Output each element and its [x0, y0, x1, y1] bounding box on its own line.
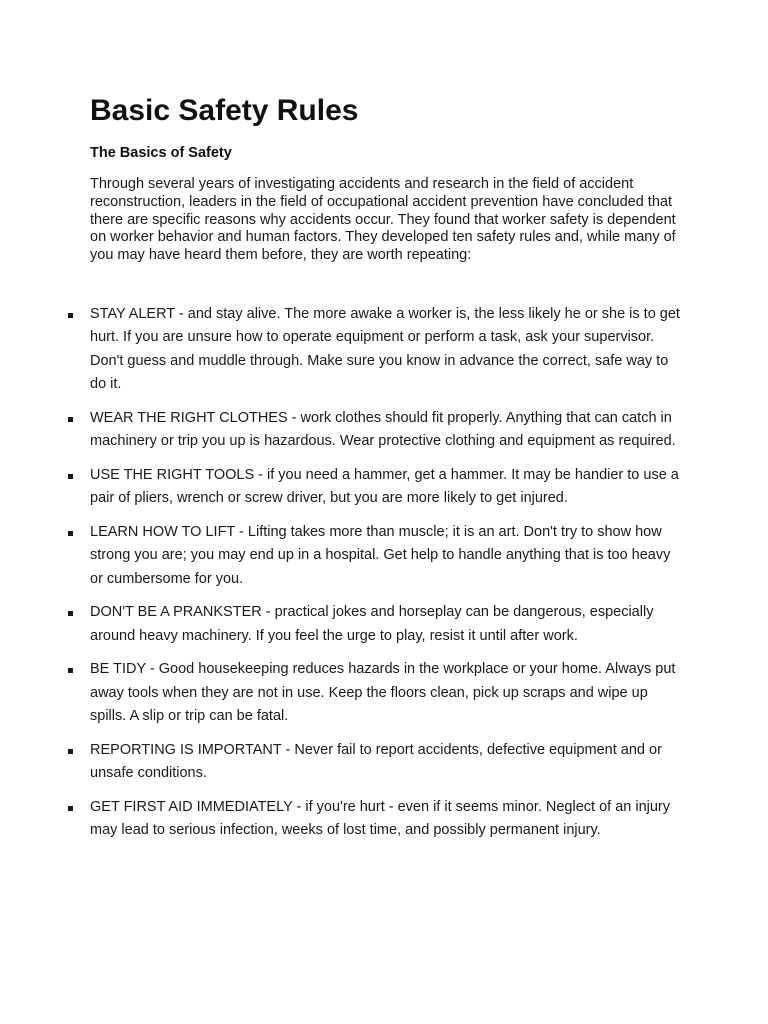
- rule-text: STAY ALERT - and stay alive. The more awake a worker is, the less likely he or she is to get hurt. If you are unsure how to operate equipment or perform a task, ask your supervisor. Don't guess and muddle through. Make sure you know in advance the correct, safe way to do it.: [90, 305, 680, 393]
- list-item: [90, 303, 682, 397]
- section-subtitle: The Basics of Safety: [90, 145, 232, 161]
- page-title: Basic Safety Rules: [90, 94, 359, 127]
- rule-text: WEAR THE RIGHT CLOTHES - work clothes should fit properly. Anything that can catch in machinery or trip you up is hazardous. Wear protective clothing and equipment as required.: [90, 409, 676, 450]
- intro-paragraph: Through several years of investigating accidents and research in the field of accident reconstruction, leaders in the field of occupational accident prevention have concluded that there are specific reasons why accidents occur. They found that worker safety is dependent on worker behavior and human factors. They developed ten safety rules and, while many of you may have heard them before, they are worth repeating:: [90, 176, 676, 264]
- square-bullet-icon: [68, 611, 73, 616]
- list-item: [90, 658, 682, 729]
- square-bullet-icon: [68, 531, 73, 536]
- list-item: [90, 464, 682, 511]
- rule-text: USE THE RIGHT TOOLS - if you need a hammer, get a hammer. It may be handier to use a pair of pliers, wrench or screw driver, but you are more likely to get injured.: [90, 466, 679, 507]
- rule-text: REPORTING IS IMPORTANT - Never fail to report accidents, defective equipment and or unsafe conditions.: [90, 741, 662, 782]
- square-bullet-icon: [68, 474, 73, 479]
- safety-rules-list: [90, 303, 682, 843]
- list-item: [90, 796, 682, 843]
- document-page: [90, 92, 682, 853]
- square-bullet-icon: [68, 806, 73, 811]
- square-bullet-icon: [68, 417, 73, 422]
- rule-text: BE TIDY - Good housekeeping reduces hazards in the workplace or your home. Always put away tools when they are not in use. Keep the floors clean, pick up scraps and wipe up spills. A slip or trip can be fatal.: [90, 661, 676, 725]
- rule-text: GET FIRST AID IMMEDIATELY - if you're hurt - even if it seems minor. Neglect of an injury may lead to serious infection, weeks of lost time, and possibly permanent injury.: [90, 798, 671, 839]
- square-bullet-icon: [68, 313, 73, 318]
- list-item: [90, 521, 682, 592]
- list-item: [90, 601, 682, 648]
- rule-text: LEARN HOW TO LIFT - Lifting takes more than muscle; it is an art. Don't try to show how strong you are; you may end up in a hospital. Get help to handle anything that is too heavy or cumbersome for you.: [90, 523, 671, 587]
- rule-text: DON'T BE A PRANKSTER - practical jokes and horseplay can be dangerous, especially around heavy machinery. If you feel the urge to play, resist it until after work.: [90, 604, 654, 644]
- square-bullet-icon: [68, 668, 73, 673]
- list-item: [90, 739, 682, 786]
- square-bullet-icon: [68, 749, 73, 754]
- list-item: [90, 407, 682, 454]
